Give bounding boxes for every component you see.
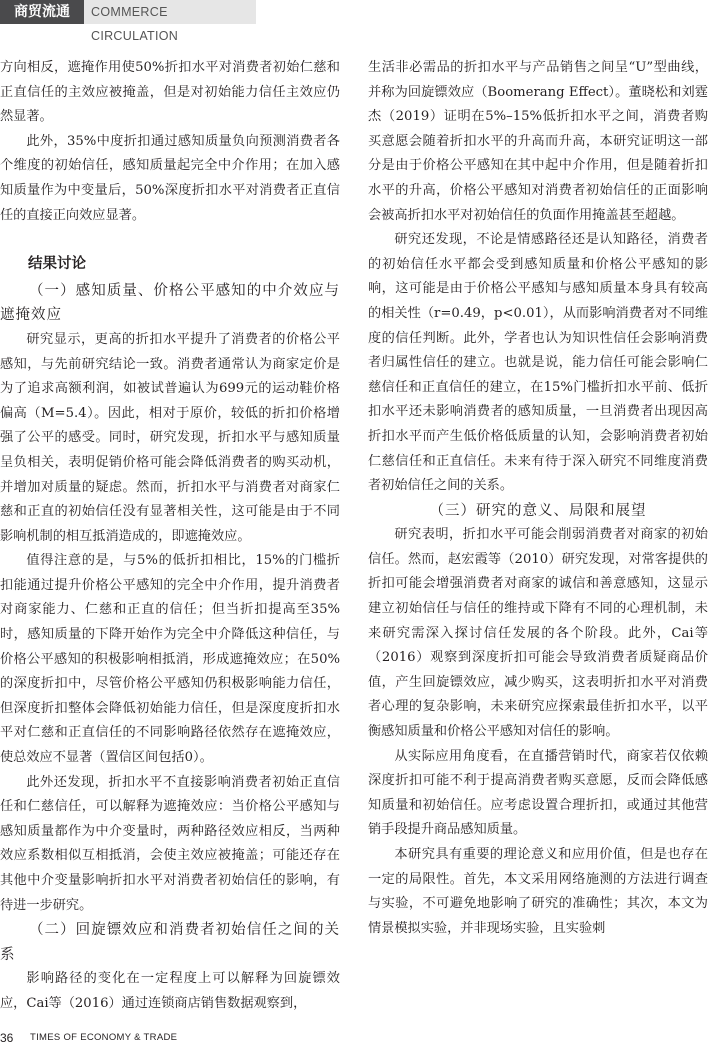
paragraph: 此外还发现，折扣水平不直接影响消费者初始正直信任和仁慈信任，可以解释为遮掩效应：当价格公平感知与感知质量都作为中介变量时，两种路径效应相反，当两种效应系数相似互相抵消，会使主效应被掩盖；可能还存在其他中介变量影响折扣水平对消费者初始信任的影响，有待进一步研究。 (0, 774, 340, 913)
paragraph: 影响路径的变化在一定程度上可以解释为回旋镖效应，Cai等（2016）通过连锁商店销售数据观察到， (0, 971, 340, 1011)
subsection-heading: （一）感知质量、价格公平感知的中介效应与遮掩效应 (0, 282, 340, 324)
paragraph: 值得注意的是，与5%的低折扣相比，15%的门槛折扣能通过提升价格公平感知的完全中介作用，提升消费者对商家能力、仁慈和正直的信任；但当折扣提高至35%时，感知质量的下降开始作为完全中介降低这种信任，与价格公平感知的积极影响相抵消，形成遮掩效应；在50%的深度折扣中，尽管价格公平感知仍积极影响能力信任，但深度折扣整体会降低初始能力信任，但是深度度折扣水平对仁慈和正直信任的不同影响路径依然存在遮掩效应，使总效应不显著（置信区间包括0）。 (0, 553, 340, 766)
paragraph: 方向相反，遮掩作用使50%折扣水平对消费者初始仁慈和正直信任的主效应被掩盖，但是对初始能力信任主效应仍然显著。 (0, 60, 340, 125)
paragraph: 本研究具有重要的理论意义和应用价值，但是也存在一定的局限性。首先，本文采用网络施测的方法进行调查与实验，不可避免地影响了研究的准确性；其次，本文为情景模拟实验，并非现场实验，且实验刺 (368, 847, 708, 936)
section-label: 商贸流通 (0, 0, 84, 24)
paragraph: 研究还发现，不论是情感路径还是认知路径，消费者的初始信任水平都会受到感知质量和价格公平感知的影响，这可能是由于价格公平感知与感知质量本身具有较高的相关性（r=0.49，p<0.01），从而影响消费者对不同维度的信任判断。此外，学者也认为知识性信任会影响消费者归属性信任的建立。也就是说，能力信任可能会影响仁慈信任和正直信任的建立，在15%门槛折扣水平前、低折扣水平还未影响消费者的感知质量，一旦消费者出现因高折扣水平而产生低价格低质量的认知，会影响消费者初始仁慈信任和正直信任。未来有待于深入研究不同维度消费者初始信任之间的关系。 (368, 232, 708, 494)
right-column (368, 56, 708, 941)
journal-name: TIMES OF ECONOMY & TRADE (30, 1032, 178, 1043)
paragraph: 研究表明，折扣水平可能会削弱消费者对商家的初始信任。然而，赵宏霞等（2010）研究发现，对常客提供的折扣可能会增强消费者对商家的诚信和善意感知，这显示建立初始信任与信任的维持或下降有不同的心理机制，未来研究需深入探讨信任发展的各个阶段。此外，Cai等（2016）观察到深度折扣可能会导致消费者质疑商品价值，产生回旋镖效应，减少购买，这表明折扣水平对消费者心理的复杂影响，未来研究应探索最佳折扣水平，以平衡感知质量和价格公平感知对信任的影响。 (368, 527, 708, 740)
left-column (0, 56, 340, 1017)
section-label-english: COMMERCE CIRCULATION (84, 0, 256, 24)
page-footer (0, 1030, 708, 1048)
paragraph: 研究显示，更高的折扣水平提升了消费者的价格公平感知，与先前研究结论一致。消费者通常认为商家定价是为了追求高额利润，如被试普遍认为699元的运动鞋价格偏高（M=5.4）。因此，相对于原价，较低的折扣价格增强了公平的感受。同时，研究发现，折扣水平与感知质量呈负相关，表明促销价格可能会降低消费者的购买动机，并增加对质量的疑虑。然而，折扣水平与消费者对商家仁慈和正直的初始信任没有显著相关性，这可能是由于不同影响机制的相互抵消造成的，即遮掩效应。 (0, 331, 340, 544)
paragraph: 此外，35%中度折扣通过感知质量负向预测消费者各个维度的初始信任，感知质量起完全中介作用；在加入感知质量作为中变量后，50%深度折扣水平对消费者正直信任的直接正向效应显著。 (0, 133, 340, 223)
section-heading: 结果讨论 (28, 256, 86, 273)
subsection-heading: （三）研究的意义、局限和展望 (429, 502, 647, 519)
page-number: 36 (0, 1031, 14, 1045)
paragraph: 从实际应用角度看，在直播营销时代，商家若仅依赖深度折扣可能不利于提高消费者购买意愿，反而会降低感知质量和初始信任。应考虑设置合理折扣，或通过其他营销手段提升商品感知质量。 (368, 748, 708, 838)
subsection-heading: （二）回旋镖效应和消费者初始信任之间的关系 (0, 922, 340, 963)
paragraph: 生活非必需品的折扣水平与产品销售之间呈“U”型曲线，并称为回旋镖效应（Boomerang Effect）。董晓松和刘霆杰（2019）证明在5%–15%低折扣水平之间，消费者购买意愿会随着折扣水平的升高而升高，本研究证明这一部分是由于价格公平感知在其中起中介作用，但是随着折扣水平的升高，价格公平感知对消费者初始信任的正面影响会被高折扣水平对初始信任的负面作用掩盖甚至超越。 (368, 60, 708, 223)
page-header (0, 0, 708, 43)
